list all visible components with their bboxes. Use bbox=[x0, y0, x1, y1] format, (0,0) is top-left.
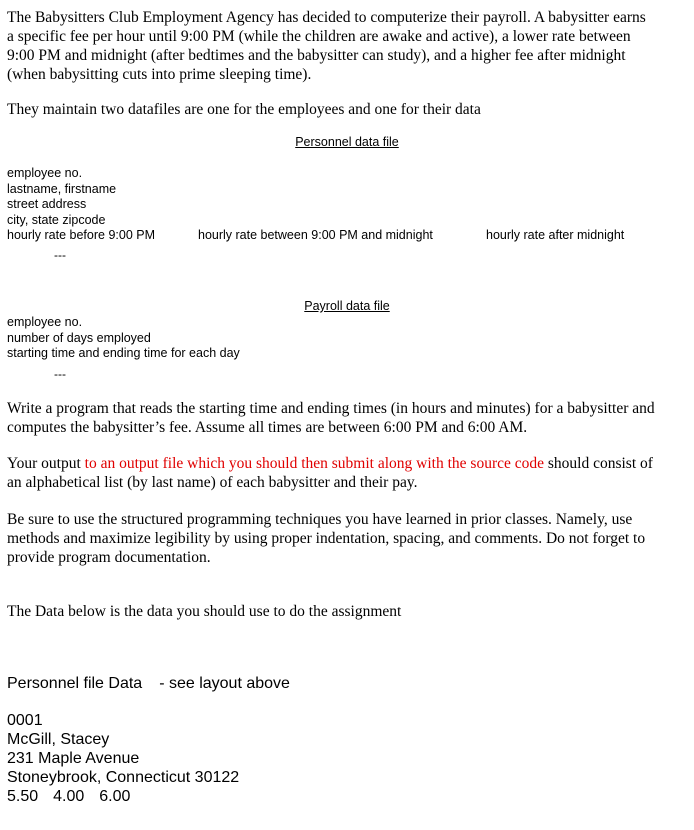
record-rate: 4.00 bbox=[53, 788, 85, 805]
output-suffix: should consist of bbox=[544, 455, 653, 472]
personnel-field: city, state zipcode bbox=[7, 212, 106, 227]
personnel-fields bbox=[7, 166, 116, 228]
record-employee-no: 0001 bbox=[7, 712, 43, 729]
personnel-field: lastname, firstname bbox=[7, 181, 117, 196]
datafiles-sentence: They maintain two datafiles are one for the employees and one for their data bbox=[7, 101, 481, 118]
intro-line: a specific fee per hour until 9:00 PM (while the children are awake and active), a lower rate between bbox=[7, 28, 631, 45]
payroll-field: number of days employed bbox=[7, 330, 151, 345]
structured-line: Be sure to use the structured programming techniques you have learned in prior classes. Namely, use bbox=[7, 511, 633, 528]
rate-9pm-midnight: hourly rate between 9:00 PM and midnight bbox=[198, 228, 433, 242]
rate-before-9pm: hourly rate before 9:00 PM bbox=[7, 228, 155, 242]
record-rate: 6.00 bbox=[99, 788, 131, 805]
output-line: an alphabetical list (by last name) of each babysitter and their pay. bbox=[7, 474, 418, 491]
program-paragraph bbox=[7, 399, 655, 437]
payroll-heading: Payroll data file bbox=[304, 299, 390, 313]
structured-paragraph bbox=[7, 510, 645, 567]
record-rate: 5.50 bbox=[7, 788, 39, 805]
intro-line: The Babysitters Club Employment Agency has decided to computerize their payroll. A babysitter earns bbox=[7, 9, 646, 26]
personnel-data-note: - see layout above bbox=[159, 675, 290, 692]
personnel-field: street address bbox=[7, 197, 87, 211]
personnel-data-title: Personnel file Data bbox=[7, 675, 143, 692]
personnel-ellipsis: --- bbox=[54, 248, 66, 262]
intro-paragraph bbox=[7, 8, 646, 84]
record-name: McGill, Stacey bbox=[7, 731, 110, 748]
output-paragraph bbox=[7, 454, 653, 492]
intro-line: (when babysitting cuts into prime sleeping time). bbox=[7, 66, 312, 83]
personnel-heading: Personnel data file bbox=[295, 135, 399, 149]
intro-line: 9:00 PM and midnight (after bedtimes and the babysitter can study), and a higher fee after midnight bbox=[7, 47, 626, 64]
personnel-record bbox=[7, 711, 239, 806]
personnel-field: employee no. bbox=[7, 166, 83, 180]
rate-after-midnight: hourly rate after midnight bbox=[486, 228, 625, 242]
personnel-data-heading bbox=[7, 674, 290, 693]
data-note: The Data below is the data you should use to do the assignment bbox=[7, 603, 402, 620]
structured-line: provide program documentation. bbox=[7, 549, 211, 566]
record-street: 231 Maple Avenue bbox=[7, 750, 140, 767]
output-highlight: to an output file which you should then submit along with the source code bbox=[84, 455, 544, 472]
program-line: computes the babysitter’s fee. Assume all times are between 6:00 PM and 6:00 AM. bbox=[7, 419, 528, 436]
payroll-ellipsis: --- bbox=[54, 367, 66, 381]
payroll-fields bbox=[7, 315, 240, 362]
payroll-field: employee no. bbox=[7, 315, 83, 329]
record-city: Stoneybrook, Connecticut 30122 bbox=[7, 769, 240, 786]
record-rates bbox=[7, 787, 239, 806]
payroll-field: starting time and ending time for each day bbox=[7, 346, 240, 360]
structured-line: methods and maximize legibility by using proper indentation, spacing, and comments. Do not forget to bbox=[7, 530, 646, 547]
program-line: Write a program that reads the starting time and ending times (in hours and minutes) for a babysitter and bbox=[7, 400, 655, 417]
output-prefix: Your output bbox=[7, 455, 85, 472]
output-line bbox=[7, 454, 653, 473]
personnel-rates-row bbox=[7, 228, 687, 244]
